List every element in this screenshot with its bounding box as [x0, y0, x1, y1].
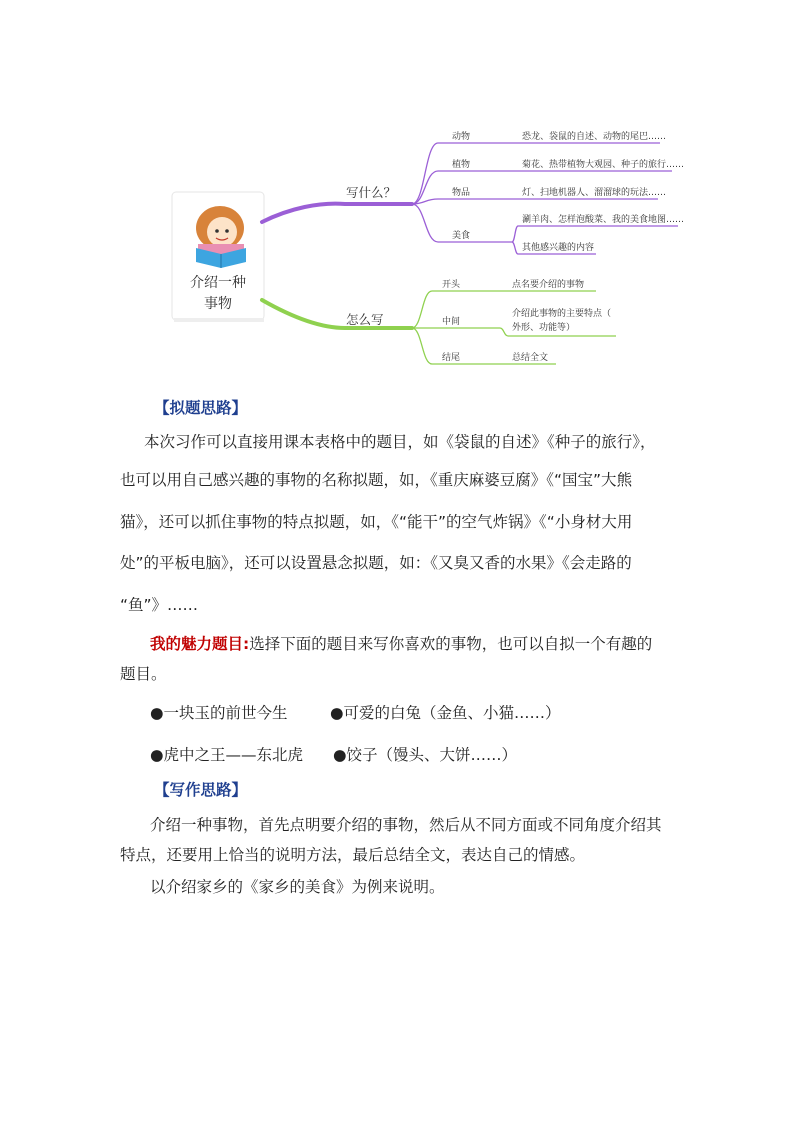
how-item-beginning: 开头 — [442, 280, 461, 290]
paragraph-line: 特点，还要用上恰当的说明方法，最后总结全文，表达自己的情感。 — [120, 846, 586, 864]
what-detail-animals: 恐龙、袋鼠的自述、动物的尾巴…… — [522, 132, 667, 142]
how-detail-end: 总结全文 — [512, 353, 549, 363]
topic-option: ●虎中之王——东北虎 — [150, 746, 304, 764]
paragraph-line: 猫》，还可以抓住事物的特点拟题，如，《“能干”的空气炸锅》《“小身材大用 — [120, 513, 633, 531]
topic-option: ●可爱的白兔（金鱼、小猫……） — [330, 704, 561, 722]
mind-map-root-line2: 事物 — [204, 296, 232, 312]
branch-what-label: 写什么？ — [346, 185, 397, 200]
what-item-plants: 植物 — [452, 160, 471, 170]
paragraph-line: 介绍一种事物，首先点明要介绍的事物，然后从不同方面或不同角度介绍其 — [150, 816, 662, 834]
what-detail-food: 涮羊肉、怎样泡酸菜、我的美食地图…… — [522, 215, 685, 225]
charm-title-text: 选择下面的题目来写你喜欢的事物，也可以自拟一个有趣的 — [249, 635, 653, 653]
section-title-writing-ideas: 【写作思路】 — [154, 781, 248, 799]
how-item-end: 结尾 — [442, 353, 461, 363]
what-item-objects: 物品 — [452, 188, 471, 198]
what-item-food: 美食 — [452, 231, 471, 241]
what-detail-plants: 菊花、热带植物大观园、种子的旅行…… — [522, 160, 685, 170]
section-title-title-ideas: 【拟题思路】 — [154, 399, 248, 417]
how-detail-middle-line1: 介绍此事物的主要特点（ — [512, 309, 612, 319]
branch-how-label: 怎么写 — [346, 312, 384, 327]
mind-map-root-line1: 介绍一种 — [190, 275, 246, 291]
what-item-animals: 动物 — [452, 132, 471, 142]
paragraph-line: “鱼”》…… — [120, 596, 199, 614]
topic-option: ●一块玉的前世今生 — [150, 704, 288, 722]
mind-map — [0, 0, 794, 380]
paragraph-line: 以介绍家乡的《家乡的美食》为例来说明。 — [150, 878, 445, 896]
how-detail-beginning: 点名要介绍的事物 — [512, 280, 585, 290]
reading-child-illustration — [196, 206, 246, 268]
charm-title-label: 我的魅力题目: — [150, 635, 250, 653]
what-detail-objects: 灯、扫地机器人、溜溜球的玩法…… — [522, 188, 667, 198]
how-item-middle: 中间 — [442, 317, 461, 327]
branch-how-connector — [262, 300, 412, 328]
paragraph-line: 处”的平板电脑》，还可以设置悬念拟题，如：《又臭又香的水果》《会走路的 — [120, 554, 632, 572]
branch-what-connector — [262, 204, 412, 222]
paragraph-line: 也可以用自己感兴趣的事物的名称拟题，如，《重庆麻婆豆腐》《“国宝”大熊 — [120, 471, 633, 489]
charm-title-text-line2: 题目。 — [120, 665, 167, 683]
topic-option: ●饺子（馒头、大饼……） — [333, 746, 518, 764]
what-detail-other: 其他感兴趣的内容 — [522, 243, 595, 253]
paragraph-line: 本次习作可以直接用课本表格中的题目，如《袋鼠的自述》《种子的旅行》， — [144, 433, 656, 451]
how-detail-middle-line2: 外形、功能等） — [512, 323, 576, 333]
charm-title-paragraph — [150, 634, 680, 654]
